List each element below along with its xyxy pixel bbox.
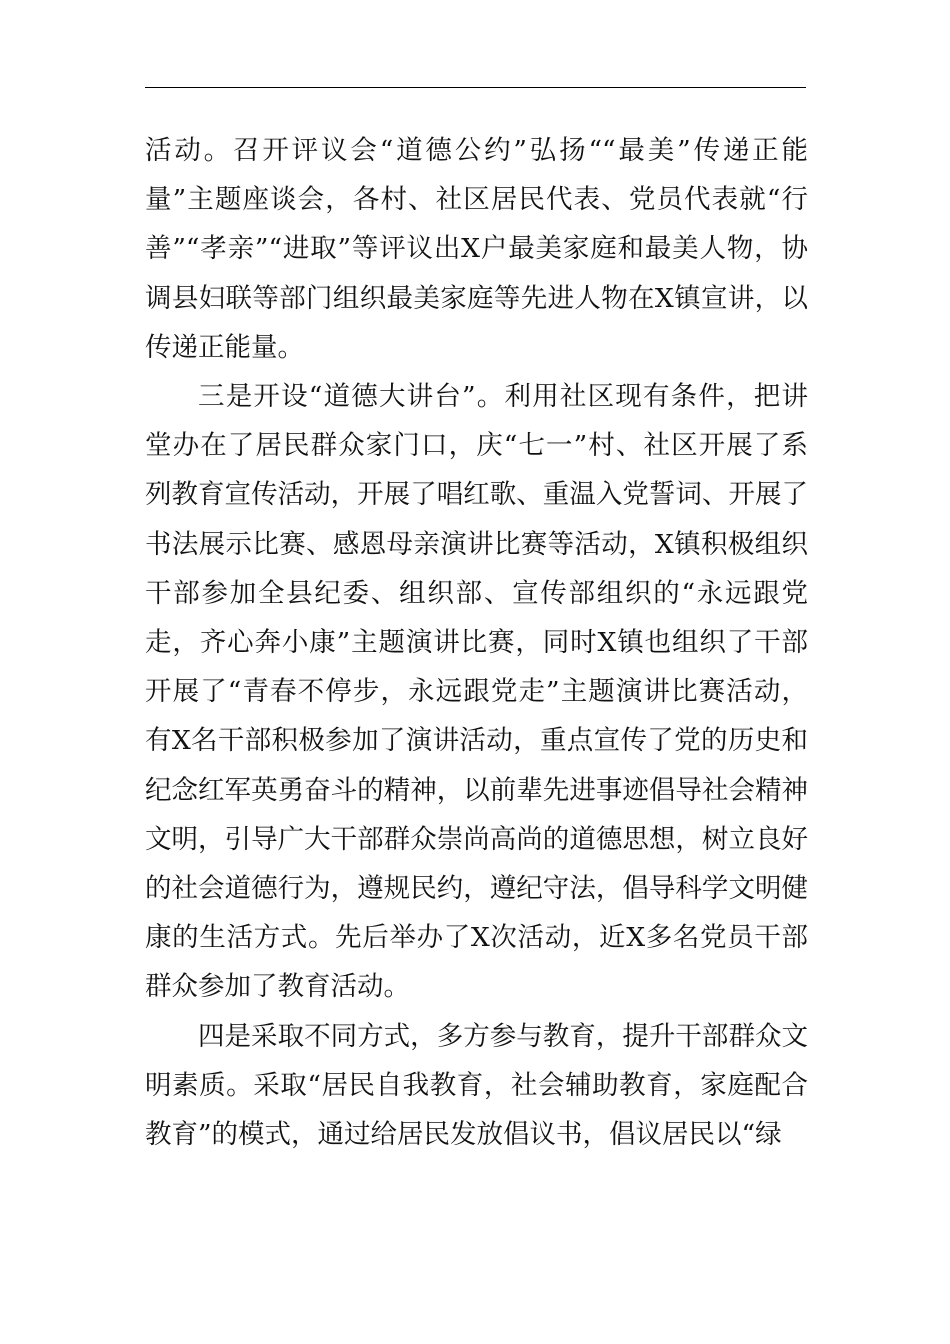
header-rule bbox=[145, 87, 806, 88]
paragraph-3: 四是采取不同方式，多方参与教育，提升干部群众文明素质。采取“居民自我教育，社会辅助教育，家庭配合教育”的模式，通过给居民发放倡议书，倡议居民以“绿 bbox=[145, 1020, 808, 1151]
document-body bbox=[145, 126, 808, 1159]
paragraph-1: 活动。召开评议会“道德公约”弘扬““最美”传递正能量”主题座谈会，各村、社区居民代表、党员代表就“行善”“孝亲”“进取”等评议出X户最美家庭和最美人物，协调县妇联等部门组织最美家庭等先进人物在X镇宣讲，以传递正能量。 bbox=[145, 135, 808, 363]
paragraph-2: 三是开设“道德大讲台”。利用社区现有条件，把讲堂办在了居民群众家门口，庆“七一”村、社区开展了系列教育宣传活动，开展了唱红歌、重温入党誓词、开展了书法展示比赛、感恩母亲演讲比赛等活动，X镇积极组织干部参加全县纪委、组织部、宣传部组织的“永远跟党走，齐心奔小康”主题演讲比赛，同时X镇也组织了干部开展了“青春不停步，永远跟党走”主题演讲比赛活动，有X名干部积极参加了演讲活动，重点宣传了党的历史和纪念红军英勇奋斗的精神，以前辈先进事迹倡导社会精神文明，引导广大干部群众崇尚高尚的道德思想，树立良好的社会道德行为，遵规民约，遵纪守法，倡导科学文明健康的生活方式。先后举办了X次活动，近X多名党员干部群众参加了教育活动。 bbox=[145, 381, 808, 1003]
